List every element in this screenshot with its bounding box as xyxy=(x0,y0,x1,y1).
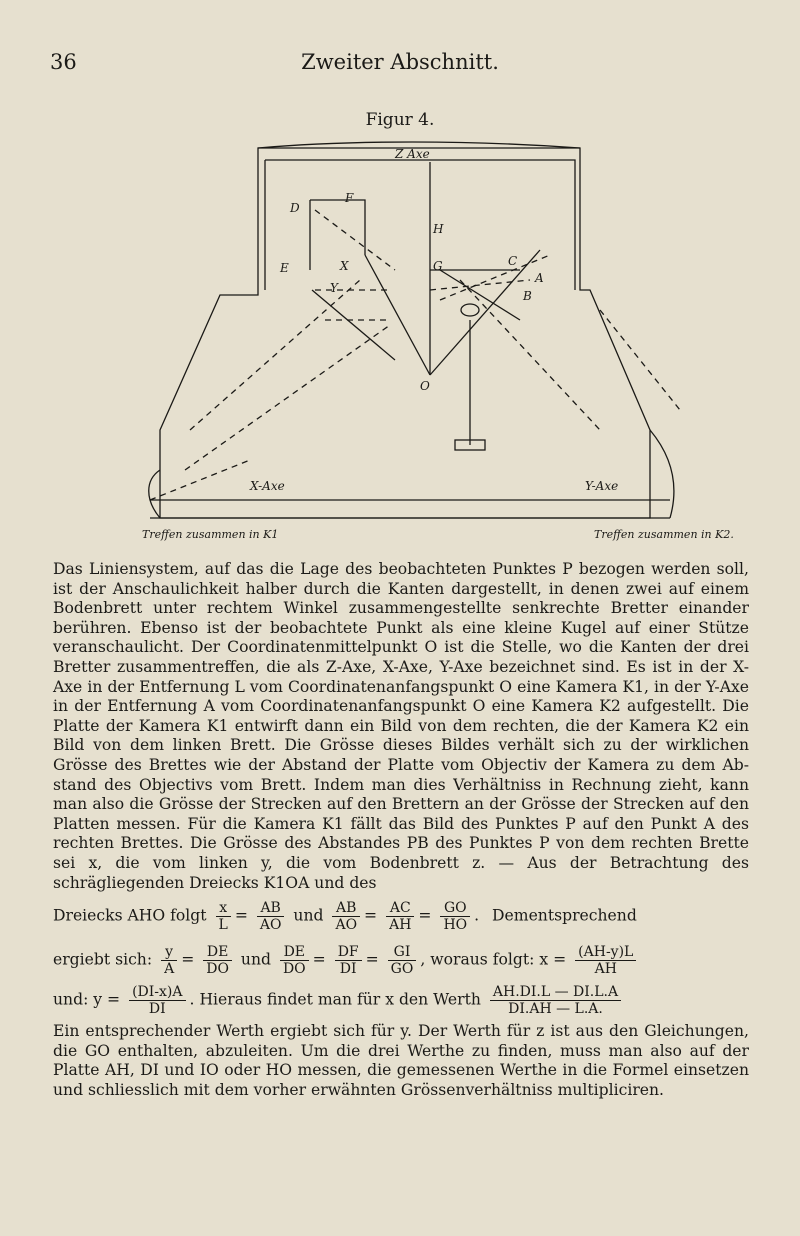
label-e: E xyxy=(280,261,289,275)
label-h: H xyxy=(433,222,444,236)
eq2-fraction-6: $\frac{(AH-y)L}{AH}$ xyxy=(575,944,636,977)
label-d: D xyxy=(290,201,300,215)
equation-1: Dreiecks AHO folgt $\frac{x}{L}$ = $\frac{AB}{AO}$ und $\frac{AB}{AO}$ = $\frac{AC}{AH}$ = $\frac{GO}{HO}$ . Dementsprechend xyxy=(53,900,637,933)
label-y-axis: Y-Axe xyxy=(585,479,619,493)
eq1-fraction-3: $\frac{AB}{AO}$ xyxy=(332,900,360,933)
eq2-mid: woraus folgt: x = xyxy=(430,950,567,969)
eq1-fraction-1: $\frac{x}{L}$ xyxy=(216,900,231,933)
caption-left: Treffen zusammen in K1 xyxy=(142,528,279,541)
page-header xyxy=(50,50,750,80)
label-z-axis: Z Axe xyxy=(395,147,430,161)
figure-title: Figur 4. xyxy=(365,110,435,130)
label-g: G xyxy=(433,259,443,273)
label-f: F xyxy=(345,191,354,205)
paragraph-closing: Ein entsprechender Werth ergiebt sich für y. Der Werth für z ist aus den Gleichungen, die GO enthalten, abzuleiten. Um die drei Werthe zu finden, muss man also auf der Platte AH, DI und IO oder HO messen, die gemessenen Werthe in die Formel einsetzen und schliesslich mit dem vorher erwähnten Grössenverhältniss multipliciren. xyxy=(53,1022,749,1099)
paragraph-main: Das Liniensystem, auf das die Lage des beobachteten Punktes P bezogen werden soll, ist der Anschaulichkeit halber durch die Kanten dargestellt, in denen zwei auf einem Bodenbrett unter rechtem Winkel zusammengestellte senkrechte Bretter einander berühren. Ebenso ist der beobachtete Punkt als eine kleine Kugel auf einer Stütze veranschaulicht. Der Coordinatenmittelpunkt O ist die Stelle, wo die Kanten der drei Bretter zusammentreffen, die als Z-Axe, X-Axe, Y-Axe bezeichnet sind. Es ist in der X-Axe in der Entfernung L vom Coordinatenanfangspunkt O eine Kamera K1, in der Y-Axe in der Entfernung A vom Coordinatenanfangspunkt O eine Kamera K2 aufgestellt. Die Platte der Kamera K1 entwirft dann ein Bild von dem rechten, die der Kamera K2 ein Bild von dem linken Brett. Die Grösse dieses Bildes verhält sich zu der wirklichen Grösse des Brettes wie der Abstand der Platte vom Objectiv der Kamera zu dem Abstand des Objectivs vom Brett. Indem man dies Verhältniss in Rechnung zieht, kann man also die Grösse der Strecken auf den Brettern an der Grösse der Strecken auf den Platten messen. Für die Kamera K1 fällt das Bild des Punktes P auf den Punkt A des rechten Brettes. Die Grösse des Abstandes PB des Punktes P von dem rechten Brette sei x, die vom linken y, die vom Bodenbrett z. — Aus der Betrachtung des schrägliegenden Dreiecks K1OA und des xyxy=(53,560,749,892)
label-b: B xyxy=(523,289,532,303)
label-a: A xyxy=(535,271,544,285)
eq2-lead: ergiebt sich: xyxy=(53,950,153,969)
label-o: O xyxy=(420,379,430,393)
eq2-fraction-3: $\frac{DE}{DO}$ xyxy=(280,944,309,977)
eq1-fraction-4: $\frac{AC}{AH}$ xyxy=(386,900,414,933)
eq1-fraction-5: $\frac{GO}{HO}$ xyxy=(440,900,470,933)
eq2-fraction-4: $\frac{DF}{DI}$ xyxy=(335,944,362,977)
eq1-fraction-2: $\frac{AB}{AO}$ xyxy=(257,900,285,933)
eq2-fraction-1: $\frac{y}{A}$ xyxy=(161,944,177,977)
page-number: 36 xyxy=(50,50,77,74)
sphere-point xyxy=(461,304,479,316)
eq1-lead: Dreiecks AHO folgt xyxy=(53,906,207,925)
eq3-fraction-1: $\frac{(DI-x)A}{DI}$ xyxy=(129,984,185,1017)
eq1-und: und xyxy=(293,906,324,925)
eq2-fraction-5: $\frac{GI}{GO}$ xyxy=(388,944,417,977)
figure-diagram xyxy=(130,140,690,530)
eq3-mid: Hieraus findet man für x den Werth xyxy=(199,990,481,1009)
equation-3: und: y = $\frac{(DI-x)A}{DI}$ . Hieraus findet man für x den Werth $\frac{AH.DI.L — DI.L.A}{DI.AH — L.A.}$ xyxy=(53,984,749,1017)
caption-right: Treffen zusammen in K2. xyxy=(594,528,734,541)
eq2-und: und xyxy=(240,950,271,969)
label-c: C xyxy=(508,254,518,268)
label-x-axis: X-Axe xyxy=(250,479,285,493)
left-board-outline xyxy=(160,148,650,518)
eq3-fraction-2: $\frac{AH.DI.L — DI.L.A}{DI.AH — L.A.}$ xyxy=(490,984,621,1017)
label-x: X xyxy=(340,259,349,273)
df-frame xyxy=(310,200,365,255)
eq1-tail: Dementsprechend xyxy=(492,906,637,925)
equation-2: ergiebt sich: $\frac{y}{A}$ = $\frac{DE}{DO}$ und $\frac{DE}{DO}$ = $\frac{DF}{DI}$ = $\frac{GI}{GO}$ , woraus folgt: x = $\frac{(AH-y)L}{AH}$ xyxy=(53,944,749,977)
eq3-lead: und: y = xyxy=(53,990,121,1009)
eq2-fraction-2: $\frac{DE}{DO}$ xyxy=(203,944,232,977)
label-y: Y xyxy=(330,281,338,295)
section-title: Zweiter Abschnitt. xyxy=(301,50,499,74)
